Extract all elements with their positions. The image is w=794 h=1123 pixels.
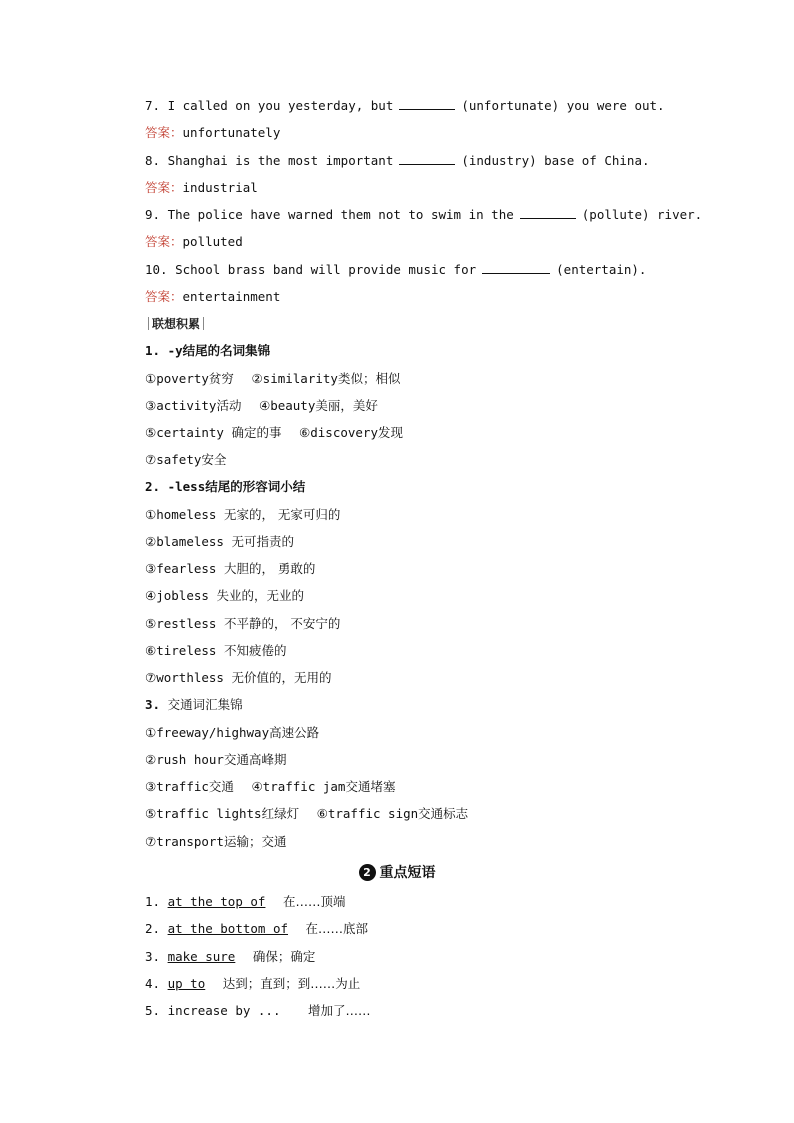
vocab-line [145,833,286,851]
group-1-heading [145,342,270,360]
phrase-item [145,893,345,911]
group-num: 2. [145,479,161,494]
item-en: freeway/highway [156,725,270,740]
vocab-line [145,751,286,769]
phrase-item [145,1002,371,1020]
answer-blank [399,152,455,165]
item-en: poverty [156,371,209,386]
section-title: 重点短语 [379,865,436,881]
heading-bar-right [203,317,204,330]
item-number: ③ [145,779,157,794]
phrase-en: at the bottom of [167,921,289,936]
vocab-line [145,615,340,633]
phrase-en: up to [167,976,206,991]
item-en: transport [156,834,224,849]
item-cn: 无可指责的 [231,534,294,549]
vocab-line [145,370,400,388]
item-en: restless [156,616,224,631]
vocab-line [145,805,468,823]
item-number: ① [145,725,157,740]
answer-text: entertainment [182,289,281,304]
item-cn: 贫穷 [208,371,234,386]
group-head-cn: 交通词汇集锦 [167,697,243,712]
item-cn: 不知疲倦的 [223,643,287,658]
phrase-cn: 在……底部 [305,921,369,936]
item-cn: 交通高峰期 [223,752,287,767]
item-cn: 交通堵塞 [345,779,396,794]
item-cn: 发现 [377,425,403,440]
phrase-item [145,920,368,938]
phrase-en: at the top of [167,894,266,909]
lianxiang-heading [145,315,207,333]
lianxiang-title: 联想积累 [152,317,201,331]
vocab-line [145,642,286,660]
item-en: homeless [156,507,224,522]
exercise-hint: (pollute) river. [581,207,703,222]
phrase-en: make sure [167,949,236,964]
exercise-text: 8. Shanghai is the most important [145,153,394,168]
item-cn: 交通 [208,779,234,794]
answer-8 [145,179,258,197]
section-number-badge: 2 [359,864,376,881]
answer-10 [145,288,280,306]
item-number: ① [145,507,157,522]
item-en: tireless [156,643,224,658]
answer-text: unfortunately [182,125,281,140]
item-number: ⑤ [145,806,157,821]
phrase-num: 1. [145,894,161,909]
item-number: ⑥ [316,806,328,821]
item-en: beauty [270,398,316,413]
group-3-heading [145,696,243,714]
item-cn: 高速公路 [269,725,320,740]
item-number: ③ [145,398,157,413]
item-cn: 活动 [216,398,242,413]
group-num: 1. [145,343,161,358]
item-number: ⑦ [145,452,157,467]
item-number: ④ [251,779,263,794]
item-cn: 大胆的， 勇敢的 [223,561,316,576]
item-cn: 无家的， 无家可归的 [223,507,341,522]
exercise-hint: (unfortunate) you were out. [461,98,665,113]
item-en: jobless [156,588,217,603]
phrase-item [145,975,360,993]
item-number: ① [145,371,157,386]
item-cn: 美丽，美好 [315,398,378,413]
item-en: similarity [262,371,338,386]
heading-bar-left [148,317,149,330]
item-number: ⑥ [145,643,157,658]
item-cn: 红绿灯 [261,806,300,821]
answer-7 [145,124,280,142]
answer-9 [145,233,243,251]
item-number: ⑤ [145,425,157,440]
item-number: ② [251,371,263,386]
vocab-line [145,669,332,687]
item-en: rush hour [156,752,224,767]
item-en: blameless [156,534,232,549]
item-number: ⑤ [145,616,157,631]
item-number: ⑥ [299,425,311,440]
group-head-cn: 结尾的名词集锦 [182,343,271,358]
item-number: ④ [145,588,157,603]
item-cn: 安全 [201,452,227,467]
phrase-item [145,948,315,966]
item-number: ② [145,534,157,549]
item-en: discovery [310,425,378,440]
group-head-en: -y [167,343,183,358]
vocab-line [145,424,403,442]
exercise-8 [145,152,650,170]
answer-blank [520,206,576,219]
item-en: traffic [156,779,209,794]
vocab-line [145,587,304,605]
item-number: ② [145,752,157,767]
item-en: activity [156,398,217,413]
item-number: ⑦ [145,834,157,849]
vocab-line [145,451,226,469]
item-cn: 无价值的，无用的 [231,670,332,685]
phrase-num: 3. [145,949,161,964]
item-en: traffic jam [262,779,346,794]
vocab-line [145,397,378,415]
exercise-hint: (industry) base of China. [461,153,650,168]
phrase-num: 2. [145,921,161,936]
item-cn: 不平静的， 不安宁的 [223,616,341,631]
item-en: traffic lights [156,806,262,821]
exercise-10 [145,261,646,279]
answer-text: industrial [182,180,258,195]
item-en: worthless [156,670,232,685]
phrase-cn: 确保；确定 [252,949,316,964]
item-en: fearless [156,561,224,576]
item-cn: 运输；交通 [223,834,287,849]
phrase-cn: 达到；直到；到……为止 [222,976,361,991]
answer-blank [482,261,550,274]
vocab-line [145,506,340,524]
item-en: traffic sign [327,806,419,821]
exercise-9 [145,206,702,224]
item-cn: 交通标志 [418,806,469,821]
item-en: safety [156,452,202,467]
vocab-line [145,778,395,796]
vocab-line [145,533,294,551]
item-number: ③ [145,561,157,576]
group-num: 3. [145,697,161,712]
answer-label: 答案： [145,289,183,304]
exercise-text: 9. The police have warned them not to swim in the [145,207,514,222]
vocab-line [145,560,315,578]
item-cn: 失业的，无业的 [216,588,304,603]
phrase-num: 4. [145,976,161,991]
answer-label: 答案： [145,180,183,195]
exercise-text: 7. I called on you yesterday, but [145,98,394,113]
item-cn: 类似；相似 [337,371,401,386]
section-heading [0,862,794,882]
group-head-en: -less [167,479,206,494]
group-head-cn: 结尾的形容词小结 [205,479,306,494]
item-cn: 确定的事 [231,425,282,440]
item-number: ⑦ [145,670,157,685]
phrase-num: 5. [145,1003,161,1018]
phrase-cn: 增加了…… [308,1003,371,1018]
exercise-7 [145,97,665,115]
phrase-cn: 在……顶端 [282,894,346,909]
vocab-line [145,724,319,742]
item-number: ④ [258,398,271,413]
exercise-text: 10. School brass band will provide music for [145,262,477,277]
item-en: certainty [156,425,232,440]
group-2-heading [145,478,305,496]
answer-text: polluted [182,234,243,249]
exercise-hint: (entertain). [556,262,647,277]
answer-blank [399,97,455,110]
answer-label: 答案： [145,234,183,249]
answer-label: 答案： [145,125,183,140]
phrase-en: increase by ... [167,1003,281,1018]
